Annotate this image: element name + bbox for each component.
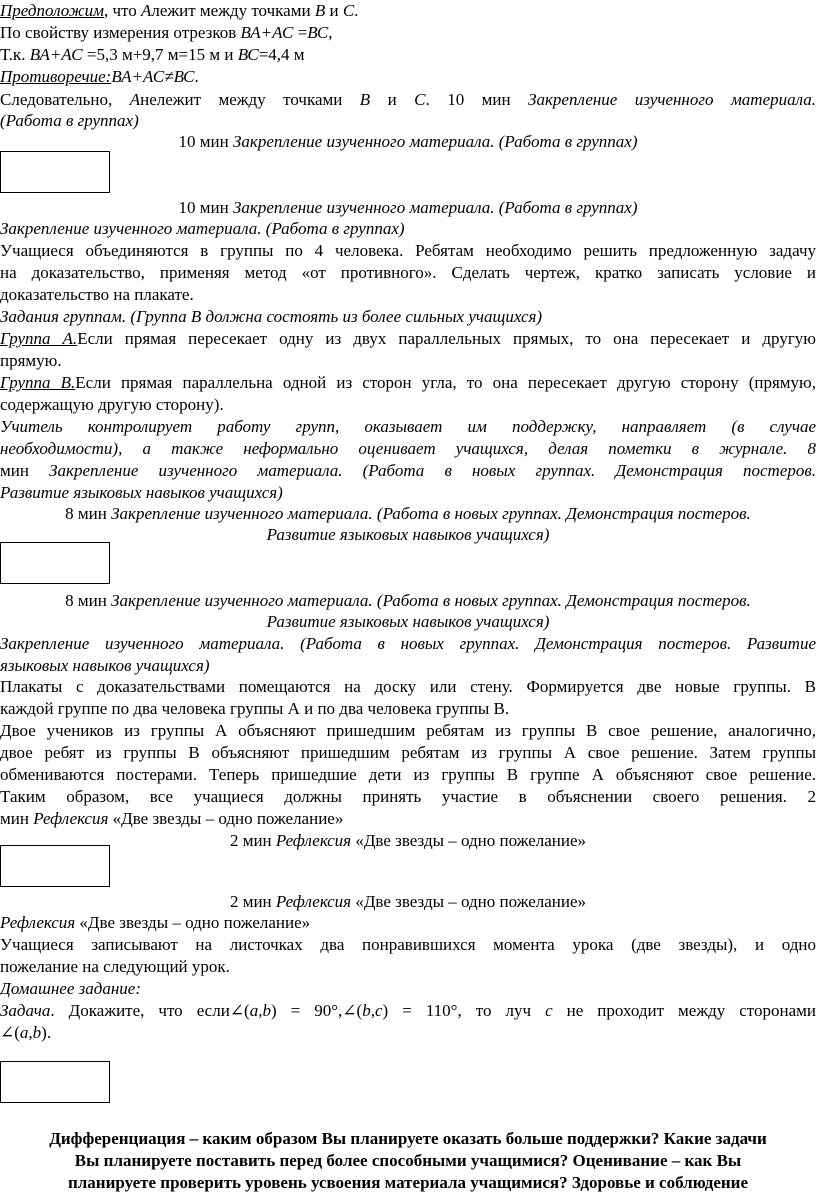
text-line [0, 44, 816, 65]
text-span: c [545, 1001, 553, 1020]
text-span: «Две звезды – одно пожелание» [75, 913, 311, 932]
text-span: Закрепление изученного материала. (Работа в группах) [232, 132, 638, 151]
text-line: (Работа в группах) [0, 111, 139, 130]
text-line: прямую. [0, 351, 62, 370]
text-line: пожелание на следующий урок. [0, 957, 230, 976]
text-span: 10 мин [178, 198, 233, 217]
text-span: ВА+АС [240, 23, 294, 42]
text-span: . 10 мин [425, 90, 529, 109]
text-span: . [194, 67, 199, 86]
text-line [0, 830, 816, 851]
text-line: обмениваются постерами. Теперь пришедшие дети из группы В группе А объясняют свое решение. [0, 765, 816, 784]
text-line [0, 891, 816, 912]
text-span: «Две звезды – одно пожелание» [108, 809, 344, 828]
text-span: «Две звезды – одно пожелание» [351, 892, 587, 911]
text-line: Задания группам. (Группа В должна состоять из более сильных учащихся) [0, 307, 543, 326]
text-span: a,b [249, 1001, 271, 1020]
text-line [0, 197, 816, 218]
text-line: Учащиеся объединяются в группы по 4 человека. Ребятам необходимо решить предложенную задачу [0, 241, 816, 260]
text-span: и [325, 1, 343, 20]
text-line [0, 66, 816, 87]
text-span: мин [0, 809, 34, 828]
text-span: Следовательно, [0, 90, 130, 109]
text-span: Закрепление изученного материала. (Работа в новых группах. Демонстрация постеров. [111, 504, 751, 523]
text-span: = [293, 23, 308, 42]
text-span: ВА+АС≠ВС [111, 67, 195, 86]
text-span: 2 мин [229, 831, 276, 850]
text-line: Закрепление изученного материала. (Работа в группах) [0, 219, 405, 238]
text-line: Таким образом, все учащиеся должны принять участие в объяснении своего решения. 2 [0, 787, 816, 806]
text-line: необходимости), а также неформально оценивает учащихся, делая пометки в журнале. 8 [0, 439, 816, 458]
text-span: Противоречие: [0, 67, 112, 86]
text-span: мин [0, 461, 50, 480]
text-span: , [328, 23, 333, 42]
text-span: Закрепление изученного материала. (Работа в новых группах. Демонстрация постеров. [111, 591, 751, 610]
text-span: Закрепление изученного материала. (Работа в группах) [232, 198, 638, 217]
text-line: Домашнее задание: [0, 979, 141, 998]
text-span: ВС [307, 23, 329, 42]
footer-question-line: планируете проверить уровень усвоения материала учащимися? Здоровье и соблюдение [67, 1173, 749, 1192]
text-span: Рефлексия [33, 809, 109, 828]
text-span: 8 мин [65, 504, 112, 523]
text-span: Группа А. [0, 329, 78, 348]
text-line [0, 1040, 816, 1061]
text-line: Двое учеников из группы А объясняют пришедшим ребятам из группы В свое решение, аналогично, [0, 721, 816, 740]
text-span: Т.к. [0, 45, 30, 64]
text-span: Закрепление изученного материала. [528, 90, 816, 109]
text-line: Закрепление изученного материала. (Работа в новых группах. Демонстрация постеров. Развитие [0, 634, 816, 653]
text-span: и [370, 90, 415, 109]
text-span: =4,4 м [258, 45, 305, 64]
text-span: 2 мин [229, 892, 276, 911]
text-span: 10 мин [178, 132, 233, 151]
text-span: не [140, 90, 157, 109]
text-span: С [414, 90, 426, 109]
text-line: Развитие языковых навыков учащихся) [266, 525, 550, 544]
text-span: =5,3 м+9,7 м=15 м и [82, 45, 238, 64]
text-line [0, 131, 816, 152]
text-span: ). [41, 1023, 52, 1042]
empty-frame [0, 1061, 110, 1103]
text-line: содержащую другую сторону). [0, 395, 224, 414]
text-span: Группа В. [0, 373, 76, 392]
text-span: ∠( [0, 1023, 20, 1042]
text-span: ) = 90°,∠( [270, 1001, 363, 1020]
text-line: двое ребят из группы В объясняют пришедшим ребятам из группы А свое решение. Затем группы [0, 743, 816, 762]
text-span: , что [103, 1, 141, 20]
text-span: Закрепление изученного материала. (Работа в новых группах. Демонстрация постеров. [49, 461, 816, 480]
text-span: ВС [237, 45, 259, 64]
text-span: А [140, 1, 152, 20]
text-span: a,b [19, 1023, 42, 1042]
text-line [0, 590, 816, 611]
text-span: Рефлексия [275, 892, 352, 911]
text-line [0, 22, 816, 43]
text-line: Плакаты с доказательствами помещаются на доску или стену. Формируется две новые группы. В [0, 677, 816, 696]
text-line [0, 460, 816, 481]
text-line: на доказательство, применяя метод «от противного». Сделать чертеж, кратко записать условие и [0, 263, 816, 282]
text-line: каждой группе по два человека группы А и по два человека группы В. [0, 699, 510, 718]
empty-frame [0, 845, 110, 887]
text-span: А [129, 90, 141, 109]
text-span: ВА+АС [29, 45, 83, 64]
text-line [0, 1000, 816, 1021]
text-span: не проходит между сторонами [552, 1001, 816, 1020]
footer-question-line: Вы планируете поставить перед более способными учащимися? Оценивание – как Вы [74, 1151, 742, 1170]
text-line [0, 912, 816, 933]
footer-question-line: Дифференциация – каким образом Вы планируете оказать больше поддержки? Какие задачи [49, 1129, 767, 1148]
text-span: Если прямая пересекает одну из двух параллельных прямых, то она пересекает и другую [77, 329, 816, 348]
text-span: Если прямая параллельна одной из сторон угла, то она пересекает другую сторону (прямую, [75, 373, 816, 392]
text-span: лежит между точками [151, 1, 315, 20]
empty-frame [0, 542, 110, 584]
text-span: «Две звезды – одно пожелание» [351, 831, 587, 850]
text-line [0, 503, 816, 524]
text-span: В [359, 90, 371, 109]
text-span: Задача [0, 1001, 51, 1020]
text-line: Учитель контролирует работу групп, оказывает им поддержку, направляет (в случае [0, 417, 816, 436]
empty-frame [0, 151, 110, 193]
text-line [0, 89, 816, 110]
text-span: Предположим [0, 1, 104, 20]
text-span: Рефлексия [0, 913, 76, 932]
text-line: Развитие языковых навыков учащихся) [266, 612, 550, 631]
text-span: С [342, 1, 355, 20]
text-line: Развитие языковых навыков учащихся) [0, 483, 283, 502]
text-span: По свойству измерения отрезков [0, 23, 241, 42]
text-span: 8 мин [65, 591, 112, 610]
text-span: ) = 110°, то луч [382, 1001, 546, 1020]
text-span: Рефлексия [275, 831, 352, 850]
text-line [0, 328, 816, 349]
text-line [0, 372, 816, 393]
text-span: . Докажите, что если∠( [50, 1001, 250, 1020]
text-line [0, 0, 816, 21]
text-span: лежит между точками [156, 90, 360, 109]
text-line: Учащиеся записывают на листочках два понравившихся момента урока (две звезды), и одно [0, 935, 816, 954]
text-line: языковых навыков учащихся) [0, 656, 210, 675]
text-span: b,c [362, 1001, 383, 1020]
text-span: . [354, 1, 359, 20]
text-line [0, 808, 816, 829]
text-span: В [314, 1, 326, 20]
text-line: доказательство на плакате. [0, 285, 194, 304]
